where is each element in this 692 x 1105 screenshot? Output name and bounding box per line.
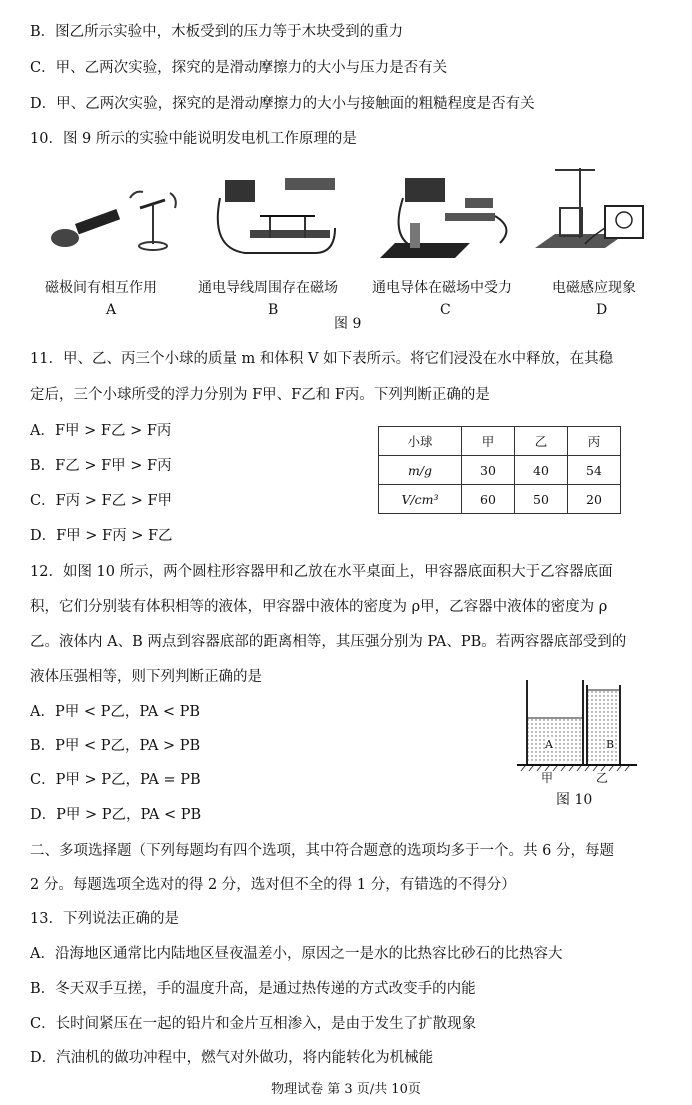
q13-stem: 13．下列说法正确的是 [30,911,179,927]
table-header-cell: 小球 [379,427,462,456]
figure9-illustrations [45,168,665,268]
table-cell: 40 [515,456,568,485]
figure10-containers [515,675,640,775]
q12-stem-line3: 乙。液体内 A、B 两点到容器底部的距离相等，其压强分别为 PA、PB。若两容器底部受到的 [30,634,627,650]
figure9-caption-b: 通电导线周围存在磁场 [198,280,338,296]
table-row [379,456,621,485]
q13-option-b: B．冬天双手互搓，手的温度升高，是通过热传递的方式改变手的内能 [30,981,476,997]
table-header-cell: 乙 [515,427,568,456]
figure9-caption-a: 磁极间有相互作用 [45,280,157,296]
q12-option-c: C．P甲 > P乙，PA = PB [30,772,201,788]
page-footer: 物理试卷 第 3 页/共 10页 [271,1082,421,1097]
q11-option-d: D．F甲 > F丙 > F乙 [30,528,173,544]
table-cell: V/cm³ [379,485,462,514]
q12-option-b: B．P甲 < P乙，PA > PB [30,738,201,754]
figure10-label-left: 甲 [541,771,554,785]
q11-stem-line1: 11．甲、乙、丙三个小球的质量 m 和体积 V 如下表所示。将它们浸没在水中释放，在其稳 [30,351,614,367]
figure9-letter-b: B [268,302,279,318]
q9-option-d: D．甲、乙两次实验，探究的是滑动摩擦力的大小与接触面的粗糙程度是否有关 [30,96,535,112]
figure10-title: 图 10 [556,792,593,808]
figure9-caption-c: 通电导体在磁场中受力 [372,280,512,296]
figure10-point-a: A [545,738,553,751]
q12-option-a: A．P甲 < P乙，PA < PB [30,704,201,720]
table-header-cell: 丙 [568,427,621,456]
table-header-cell: 甲 [462,427,515,456]
figure9-title: 图 9 [334,316,362,332]
table-header-row [379,427,621,456]
q12-option-d: D．P甲 > P乙，PA < PB [30,807,202,823]
section2-heading-line2: 2 分。每题选项全选对的得 2 分，选对但不全的得 1 分，有错选的不得分） [30,877,516,893]
q12-stem-line1: 12．如图 10 所示，两个圆柱形容器甲和乙放在水平桌面上，甲容器底面积大于乙容器底面 [30,564,613,580]
q10-stem: 10．图 9 所示的实验中能说明发电机工作原理的是 [30,131,357,147]
q13-option-c: C．长时间紧压在一起的铅片和金片互相渗入，是由于发生了扩散现象 [30,1016,477,1032]
table-cell: 50 [515,485,568,514]
q9-option-b: B．图乙所示实验中，木板受到的压力等于木块受到的重力 [30,24,404,40]
figure9-b-current-field-drawing [218,178,335,253]
figure9-caption-d: 电磁感应现象 [552,280,636,296]
figure9-letter-c: C [440,302,451,318]
q12-stem-line4: 液体压强相等，则下列判断正确的是 [30,669,262,685]
q11-option-a: A．F甲 > F乙 > F丙 [30,423,172,439]
figure10-label-right: 乙 [596,771,609,785]
figure9-a-magnets-drawing [51,192,176,250]
q13-option-a: A．沿海地区通常比内陆地区昼夜温差小，原因之一是水的比热容比砂石的比热容大 [30,946,563,962]
table-row [379,485,621,514]
table-cell: 20 [568,485,621,514]
table-cell: 60 [462,485,515,514]
figure9-letter-a: A [106,302,117,318]
q11-stem-line2: 定后，三个小球所受的浮力分别为 F甲、F乙和 F丙。下列判断正确的是 [30,387,490,403]
q11-option-c: C．F丙 > F乙 > F甲 [30,493,173,509]
q13-option-d: D．汽油机的做功冲程中，燃气对外做功，将内能转化为机械能 [30,1050,434,1066]
table-cell: m/g [379,456,462,485]
q11-option-b: B．F乙 > F甲 > F丙 [30,458,172,474]
ball-data-table [378,426,621,514]
table-cell: 54 [568,456,621,485]
figure9-letter-d: D [596,302,608,318]
q9-option-c: C．甲、乙两次实验，探究的是滑动摩擦力的大小与压力是否有关 [30,60,448,76]
figure9-c-force-drawing [380,178,506,258]
figure9-d-induction-drawing [535,168,643,248]
table-cell: 30 [462,456,515,485]
q12-stem-line2: 积，它们分别装有体积相等的液体，甲容器中液体的密度为 ρ甲，乙容器中液体的密度为 ρ [30,599,608,615]
section2-heading-line1: 二、多项选择题（下列每题均有四个选项，其中符合题意的选项均多于一个。共 6 分，每题 [30,843,614,859]
figure10-point-b: B [606,738,615,751]
